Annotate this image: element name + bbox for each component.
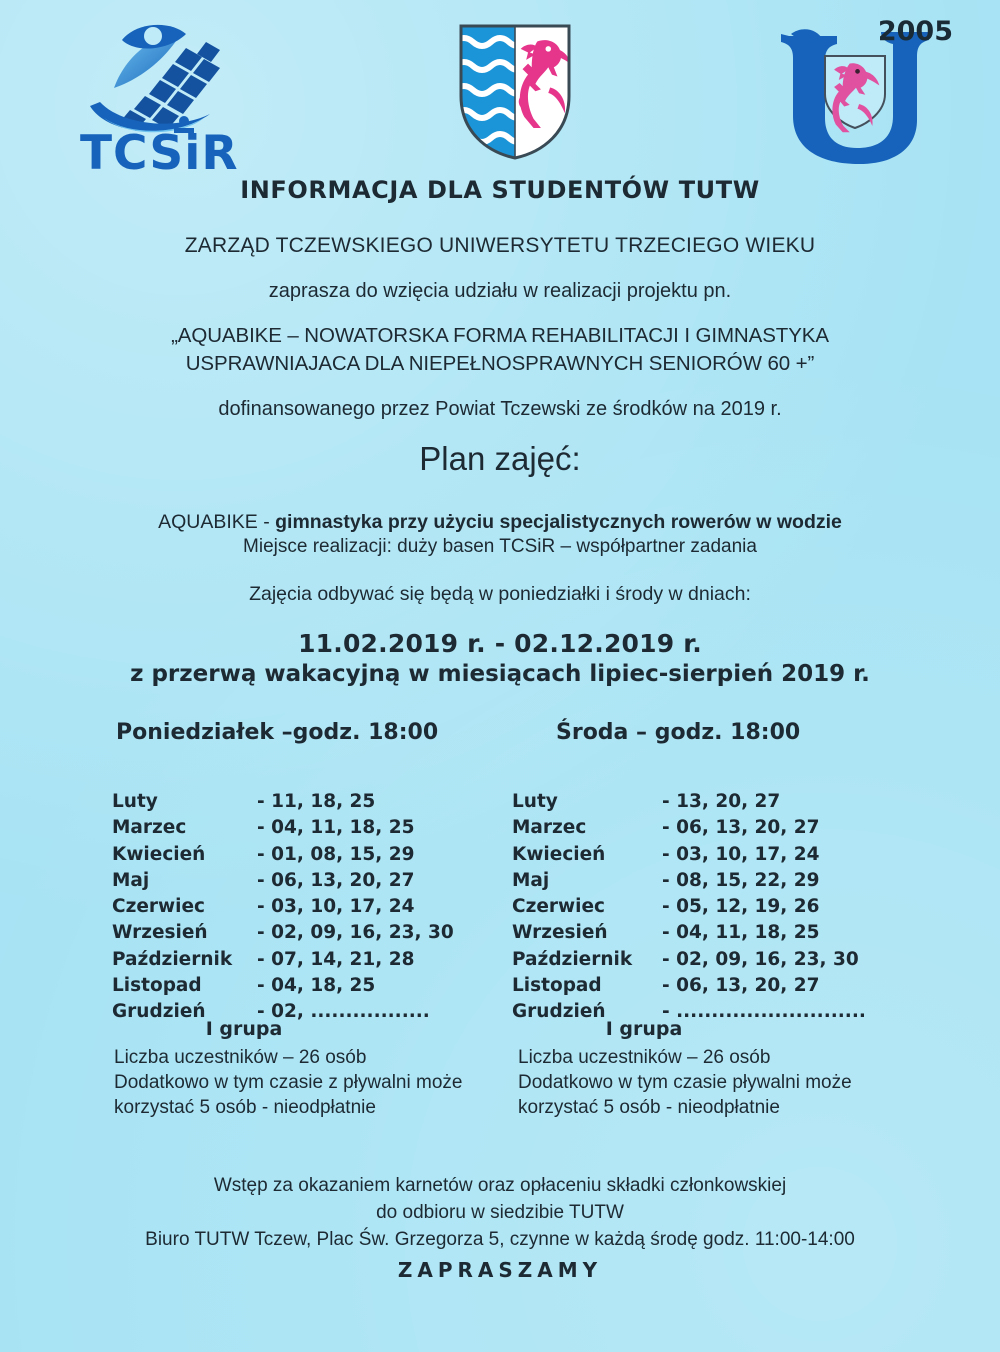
month-label: Grudzień <box>512 1001 606 1023</box>
column-heading-wednesday: Środa – godz. 18:00 <box>556 720 801 745</box>
month-label: Listopad <box>512 975 602 997</box>
date-range: 11.02.2019 r. - 02.12.2019 r. <box>298 629 702 658</box>
plan-heading: Plan zajęć: <box>419 440 581 477</box>
schedule-rows-wednesday <box>512 789 912 1026</box>
activity-description: gimnastyka przy użyciu specjalistycznych rowerów w wodzie <box>275 511 842 533</box>
logo-strip <box>0 0 1000 180</box>
month-label: Październik <box>112 948 233 970</box>
tcsir-wordmark: TCSiR <box>80 126 239 181</box>
project-title-line-1: „AQUABIKE – NOWATORSKA FORMA REHABILITACJI I GIMNASTYKA <box>171 324 829 347</box>
group-extra-line-1: Dodatkowo w tym czasie z pływalni może <box>114 1072 463 1093</box>
dates-value: - 05, 12, 19, 26 <box>662 896 820 918</box>
venue-line: Miejsce realizacji: duży basen TCSiR – współpartner zadania <box>243 536 757 557</box>
group-block-wednesday <box>518 1018 918 1120</box>
group-title: I grupa <box>605 1018 683 1040</box>
dates-value: - 02, ................. <box>257 1001 430 1023</box>
group-extra-line-1: Dodatkowo w tym czasie pływalni może <box>518 1072 852 1093</box>
table-row <box>512 815 912 841</box>
funding-line: dofinansowanego przez Powiat Tczewski ze środków na 2019 r. <box>218 398 782 420</box>
schedule-column-wednesday <box>512 720 912 1026</box>
group-title: I grupa <box>205 1018 283 1040</box>
days-line: Zajęcia odbywać się będą w poniedziałki i środy w dniach: <box>249 583 751 605</box>
project-title-line-2: USPRAWNIAJACA DLA NIEPEŁNOSPRAWNYCH SENIORÓW 60 +” <box>185 351 815 375</box>
tcsir-logo <box>78 18 268 183</box>
dates-value: - 07, 14, 21, 28 <box>257 948 415 970</box>
month-label: Czerwiec <box>112 896 205 918</box>
footer-line-2: do odbioru w siedzibie TUTW <box>376 1202 624 1223</box>
footer-info <box>0 1172 1000 1253</box>
dates-value: - 03, 10, 17, 24 <box>257 896 415 918</box>
activity-label: AQUABIKE - <box>158 511 276 533</box>
table-row <box>512 973 912 999</box>
month-label: Kwiecień <box>112 843 206 865</box>
month-label: Listopad <box>112 975 202 997</box>
tczew-county-coat-of-arms-icon <box>455 20 575 162</box>
table-row <box>512 842 912 868</box>
table-row <box>512 894 912 920</box>
month-label: Wrzesień <box>112 922 208 944</box>
holiday-break-note: z przerwą wakacyjną w miesiącach lipiec-sierpień 2019 r. <box>130 661 870 687</box>
dates-value: - 04, 11, 18, 25 <box>257 817 415 839</box>
group-participants: Liczba uczestników – 26 osób <box>518 1047 771 1068</box>
group-participants: Liczba uczestników – 26 osób <box>114 1047 367 1068</box>
month-label: Maj <box>112 869 150 891</box>
group-extra-line-2: korzystać 5 osób - nieodpłatnie <box>518 1097 780 1118</box>
table-row <box>112 842 502 868</box>
dates-value: - 08, 15, 22, 29 <box>662 869 820 891</box>
month-label: Luty <box>512 791 558 812</box>
month-label: Czerwiec <box>512 896 605 918</box>
table-row <box>112 789 502 815</box>
schedule-column-monday <box>112 720 502 1026</box>
dates-value: - ........................... <box>662 1001 866 1023</box>
page-title: INFORMACJA DLA STUDENTÓW TUTW <box>240 176 760 204</box>
coat-of-arms-logo <box>455 20 575 162</box>
table-row <box>112 894 502 920</box>
dates-value: - 03, 10, 17, 24 <box>662 843 820 865</box>
table-row <box>112 815 502 841</box>
month-label: Grudzień <box>112 1001 206 1023</box>
table-row <box>512 789 912 815</box>
activity-line <box>0 511 1000 534</box>
footer-office-line: Biuro TUTW Tczew, Plac Św. Grzegorza 5, czynne w każdą środę godz. 11:00-14:00 <box>145 1229 855 1250</box>
schedule-rows-monday <box>112 789 502 1026</box>
group-block-monday <box>114 1018 514 1120</box>
dates-value: - 06, 13, 20, 27 <box>662 975 820 997</box>
footer-line-1: Wstęp za okazaniem karnetów oraz opłaceniu składki członkowskiej <box>213 1175 787 1196</box>
month-label: Marzec <box>112 817 187 839</box>
dates-value: - 11, 18, 25 <box>257 791 376 812</box>
group-extra-line-2: korzystać 5 osób - nieodpłatnie <box>114 1097 376 1118</box>
table-row <box>512 920 912 946</box>
month-label: Marzec <box>512 817 587 839</box>
tcsir-globe-fish-icon <box>78 18 268 138</box>
table-row <box>112 947 502 973</box>
dates-value: - 06, 13, 20, 27 <box>257 869 415 891</box>
month-label: Luty <box>112 791 158 812</box>
dates-value: - 02, 09, 16, 23, 30 <box>662 948 859 970</box>
table-row <box>112 973 502 999</box>
tutw-year-label: 2005 <box>877 16 953 47</box>
month-label: Kwiecień <box>512 843 606 865</box>
project-title <box>0 322 1000 377</box>
month-label: Maj <box>512 869 550 891</box>
dates-value: - 13, 20, 27 <box>662 791 781 812</box>
tutw-logo <box>775 14 955 166</box>
dates-value: - 06, 13, 20, 27 <box>662 817 820 839</box>
month-label: Październik <box>512 948 633 970</box>
dates-value: - 04, 18, 25 <box>257 975 376 997</box>
dates-value: - 01, 08, 15, 29 <box>257 843 415 865</box>
dates-value: - 02, 09, 16, 23, 30 <box>257 922 454 944</box>
invitation-line: zaprasza do wzięcia udziału w realizacji projektu pn. <box>268 280 732 302</box>
closing-invitation: ZAPRASZAMY <box>397 1258 603 1282</box>
table-row <box>112 868 502 894</box>
column-heading-monday: Poniedziałek –godz. 18:00 <box>116 720 439 745</box>
table-row <box>112 920 502 946</box>
table-row <box>512 947 912 973</box>
organisation-line: ZARZĄD TCZEWSKIEGO UNIWERSYTETU TRZECIEGO WIEKU <box>184 234 816 257</box>
dates-value: - 04, 11, 18, 25 <box>662 922 820 944</box>
month-label: Wrzesień <box>512 922 608 944</box>
table-row <box>512 868 912 894</box>
